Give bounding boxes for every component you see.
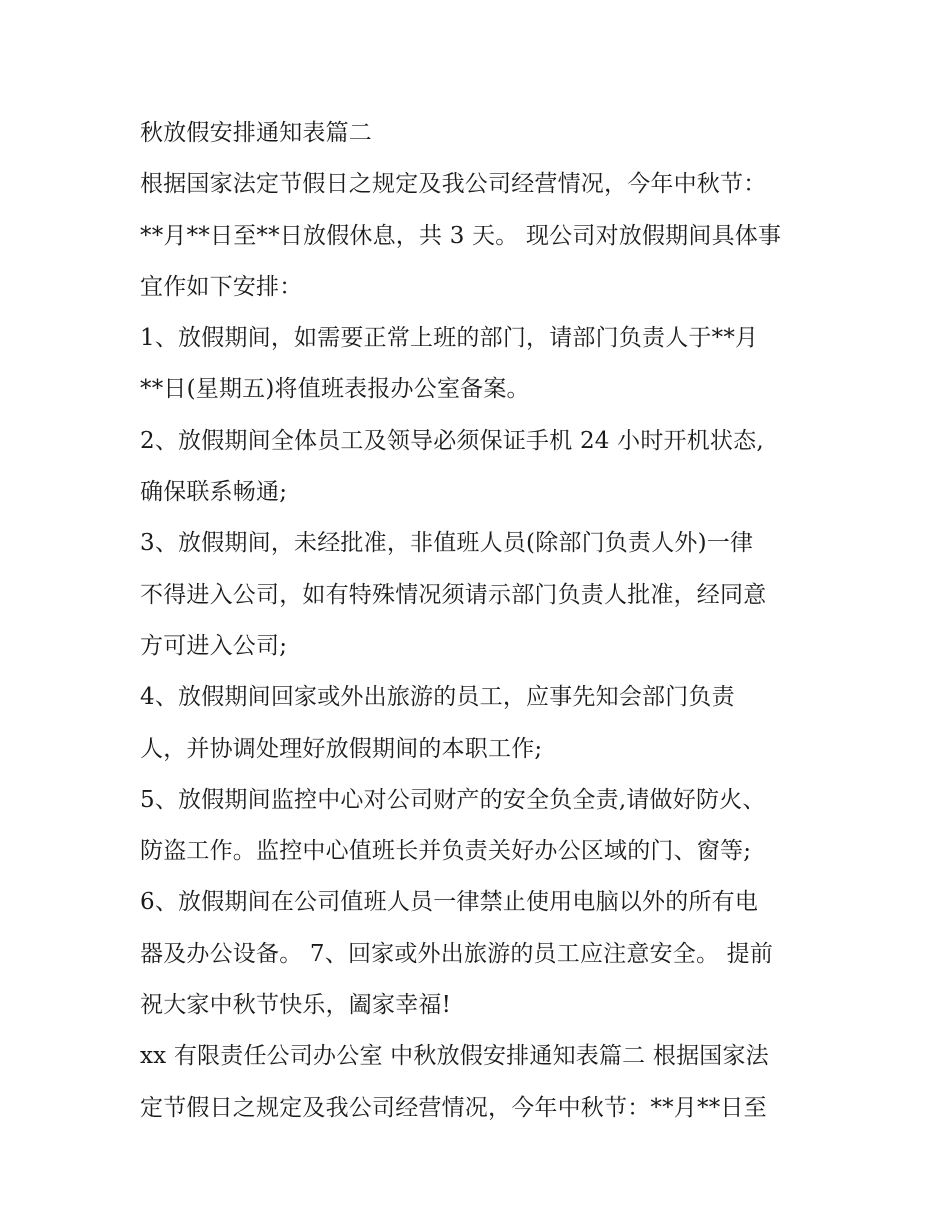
text-line: 防盗工作。监控中心值班长并负责关好办公区域的门、窗等; — [140, 838, 752, 865]
document-body — [140, 108, 830, 1134]
text-line: **日(星期五)将值班表报办公室备案。 — [140, 376, 530, 403]
text-line: 3、放假期间，未经批准，非值班人员(除部门负责人外)一律 — [140, 530, 754, 557]
text-line: xx 有限责任公司办公室 中秋放假安排通知表篇二 根据国家法 — [140, 1043, 769, 1070]
document-title: 秋放假安排通知表篇二 — [140, 120, 372, 146]
text-line: 根据国家法定节假日之规定及我公司经营情况，今年中秋节： — [140, 171, 767, 198]
text-line: 定节假日之规定及我公司经营情况，今年中秋节：**月**日至 — [140, 1094, 767, 1121]
text-line: 4、放假期间回家或外出旅游的员工，应事先知会部门负责 — [140, 684, 735, 711]
text-line: 祝大家中秋节快乐，阖家幸福! — [140, 992, 452, 1019]
text-line: 6、放假期间在公司值班人员一律禁止使用电脑以外的所有电 — [140, 889, 759, 916]
text-line: 确保联系畅通; — [140, 479, 288, 506]
text-line: **月**日至**日放假休息，共 3 天。 现公司对放假期间具体事 — [140, 222, 782, 249]
text-line: 1、放假期间，如需要正常上班的部门，请部门负责人于**月 — [140, 325, 759, 352]
text-line: 宜作如下安排： — [140, 273, 303, 300]
text-line: 方可进入公司; — [140, 632, 288, 659]
text-line: 不得进入公司，如有特殊情况须请示部门负责人批准，经同意 — [140, 581, 767, 608]
text-line: 5、放假期间监控中心对公司财产的安全负全责,请做好防火、 — [140, 786, 766, 813]
text-line: 器及办公设备。 7、回家或外出旅游的员工应注意安全。 提前 — [140, 940, 774, 967]
text-line: 2、放假期间全体员工及领导必须保证手机 24 小时开机状态, — [140, 427, 764, 454]
text-line: 人，并协调处理好放假期间的本职工作; — [140, 735, 543, 762]
